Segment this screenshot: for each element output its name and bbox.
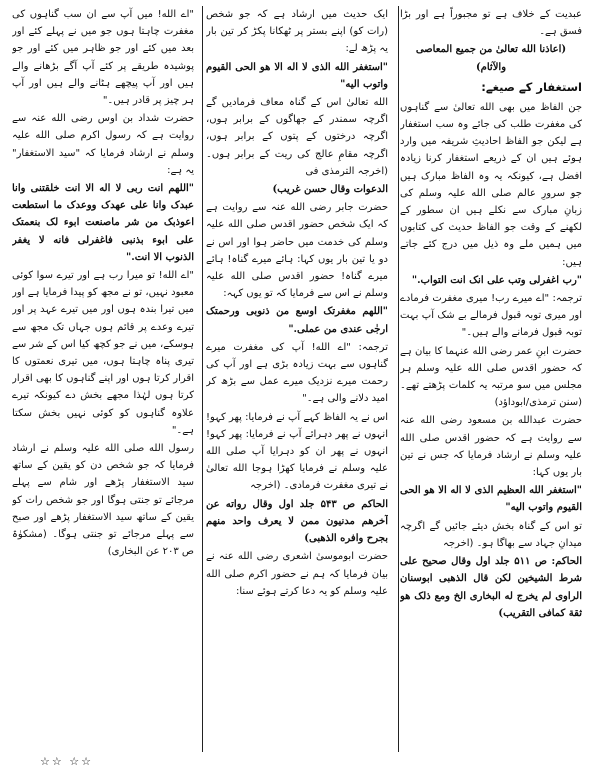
reference-citation: الحاکم: ص ۵۱۱ جلد اول وقال صحیح علی شرط الشیخین لکن قال الذهبی ابوسنان الراوی لم یخرج له البخاری الخ ومع ذلک هو ثقة کمافی التقریب) — [400, 556, 582, 619]
section-end-stars: ☆☆ ☆☆ — [40, 755, 93, 768]
section-heading: استغفار کے صیغے: — [481, 79, 582, 94]
translation-paragraph: ترجمہ: "اے میرے رب! میری مغفرت فرمادے اور میری توبہ قبول فرمالے بے شک آپ بہت توبہ قبول فرمانے والے ہیں۔" — [400, 293, 582, 339]
column-divider — [398, 6, 399, 752]
column-divider — [202, 6, 203, 752]
reference-citation: الحاکم ص ۵۴۳ جلد اول وقال رواته عن آخرهم مدنیون ممن لا یعرف واحد منهم بجرح وافره الذهبی) — [206, 498, 388, 545]
paragraph: حضرت شداد بن اوس رضی الله عنہ سے روایت ہے کہ رسول اکرم صلی الله علیہ وسلم نے ارشاد فرمایا کہ "سید الاستغفار" یہ ہے: — [12, 113, 194, 176]
paragraph: اس نے یہ الفاظ کہے آپ نے فرمایا: پھر کہو! انہوں نے پھر دہرائے آپ نے فرمایا: پھر کہو! انہوں نے پھر ان کو دہرایا آپ صلی الله علیہ وسلم نے فرمایا کھڑا ہوجا الله تعالیٰ نے تیری مغفرت فرمادی۔ (اخرجہ — [206, 411, 388, 492]
translation-paragraph: "اے الله! تو میرا رب ہے اور تیرے سوا کوئی معبود نہیں، تو نے مجھ کو پیدا فرمایا ہے اور میں تیرا بندہ ہوں اور میں تیرے عہد پر اور تیرے وعدے پر قائم ہوں جہاں تک مجھ سے ہوسکے، میں نے جو کچھ کیا اس کے شر سے تیری پناہ چاہتا ہوں، میں تیری نعمتوں کا اقرار کرتا ہوں اور اپنے گناہوں کا بھی اقرار کرتا ہوں لہٰذا مجھے بخش دے کیونکہ تیرے علاوہ گناہوں کو کوئی نہیں بخش سکتا ہے۔" — [12, 270, 194, 436]
paragraph: حضرت ابنِ عمر رضی الله عنہما کا بیان ہے کہ حضور اقدس صلی الله علیہ وسلم ہر مجلس میں سو مرتبہ یہ کلمات پڑھتے تھے۔ (سنن ترمذی/ابوداؤد) — [400, 345, 582, 409]
reference-citation: الدعوات وقال حسن غریب) — [272, 184, 388, 196]
arabic-supplication: "رب اغفرلی وتب علی انک انت التواب." — [411, 274, 582, 286]
translation-paragraph: "اے الله! میں آپ سے ان سب گناہوں کی مغفرت چاہتا ہوں جو میں نے پہلے کئے اور بعد میں کئے اور جو ظاہر میں کئے اور جو پوشیدہ طریقے پر کئے آپ آگے بڑھانے والے ہیں اور آپ پیچھے ہٹانے والے ہیں اور آپ ہر چیز پر قادر ہیں۔" — [12, 9, 194, 107]
paragraph: عبدیت کے خلاف ہے تو مجبوراً ہے اور بڑا فسق ہے۔ — [400, 9, 582, 38]
paragraph: رسول الله صلی الله علیہ وسلم نے ارشاد فرمایا کہ جو شخص دن کو یقین کے ساتھ سید الاستغفار پڑھے اور شام سے پہلے مرجائے تو جنتی ہوگا اور جو شخص رات کو یقین کے ساتھ سید الاستغفار پڑھے اور صبح سے پہلے مرجائے تو جنتی ہوگا۔ (مشکوٰۃ ص ۲۰۳ عن البخاری) — [12, 443, 194, 558]
arabic-supplication: "اللهم انت ربی لا اله الا انت خلقتنی وانا عبدک وانا علی عهدک ووعدک ما استطعت اعوذبک من شر ماصنعت ابوء لک بنعمتک علی ابوء بذنبی فاغفرلی فانه لا یغفر الذنوب الا انت." — [12, 183, 194, 263]
arabic-supplication: "اللهم مغفرتک اوسع من ذنوبی ورحمتک ارجٰی عندی من عملی." — [206, 306, 388, 335]
middle-column — [206, 6, 388, 758]
paragraph: الله تعالیٰ اس کے گناہ معاف فرمادیں گے اگرچہ سمندر کے جھاگوں کے برابر ہوں، اگرچہ درختوں کے پتوں کے برابر ہوں، اگرچہ مقامِ عالج کی ریت کے برابر ہوں۔ (اخرجہ الترمذی فی — [206, 97, 388, 177]
translation-paragraph: ترجمہ: "اے الله! آپ کی مغفرت میرے گناہوں سے بہت زیادہ بڑی ہے اور آپ کی رحمت میرے نزدیک میرے عمل سے بڑھ کر امید دلانے والی ہے۔" — [206, 341, 388, 405]
paragraph: حضرت جابر رضی الله عنہ سے روایت ہے کہ ایک شخص حضور اقدس صلی الله علیہ وسلم کی خدمت میں حاضر ہوا اور اس نے دو یا تین بار یوں کہا: ہائے میرے گناہ! ہائے میرے گناہ! حضور اقدس صلی الله علیہ وسلم نے اس سے فرمایا کہ تو یوں کہہ: — [206, 202, 388, 300]
paragraph: تو اس کے گناہ بخش دیئے جائیں گے اگرچہ میدانِ جہاد سے بھاگا ہو۔ (اخرجہ — [400, 520, 582, 549]
arabic-supplication: "استغفر الله العظیم الذی لا اله الا هو الحی القیوم واتوب الیه" — [400, 485, 582, 514]
arabic-supplication: (اعاذنا الله تعالیٰ من جمیع المعاصی والآثام) — [415, 44, 567, 73]
paragraph: ایک حدیث میں ارشاد ہے کہ جو شخص (رات کو) اپنے بستر پر ٹھکانا پکڑ کر تین بار یہ پڑھ لے: — [206, 9, 388, 55]
right-column — [400, 6, 582, 758]
paragraph: حضرت عبدالله بن مسعود رضی الله عنہ سے روایت ہے کہ حضور اقدس صلی الله علیہ وسلم نے ارشاد فرمایا کہ جس نے تین بار یوں کہا: — [400, 415, 582, 479]
paragraph: حضرت ابوموسیٰ اشعری رضی الله عنہ نے بیان فرمایا کہ ہم نے حضور اکرم صلی الله علیہ وسلم کو یہ دعا کرتے ہوئے سنا: — [206, 551, 388, 597]
arabic-supplication: "استغفر الله الذی لا اله الا هو الحی القیوم واتوب الیه" — [206, 61, 388, 90]
left-column — [12, 6, 194, 758]
paragraph: جن الفاظ میں بھی الله تعالیٰ سے گناہوں کی مغفرت طلب کی جائے وہ سب استغفار ہے لیکن جو الفاظ احادیثِ شریفہ میں وارد ہوئے ہیں ان کے ذریعے استغفار کرنا زیادہ افضل ہے، کیونکہ یہ وہ الفاظ مبارک ہیں جو سرورِ عالم صلی الله علیہ وسلم کی زبانِ مبارک سے نکلے ہیں ان سطور کے لکھنے کے وقت جو الفاظ حدیث کی کتابوں میں ہمیں ملے وہ ذیل میں درج کئے جاتے ہیں: — [400, 101, 582, 268]
